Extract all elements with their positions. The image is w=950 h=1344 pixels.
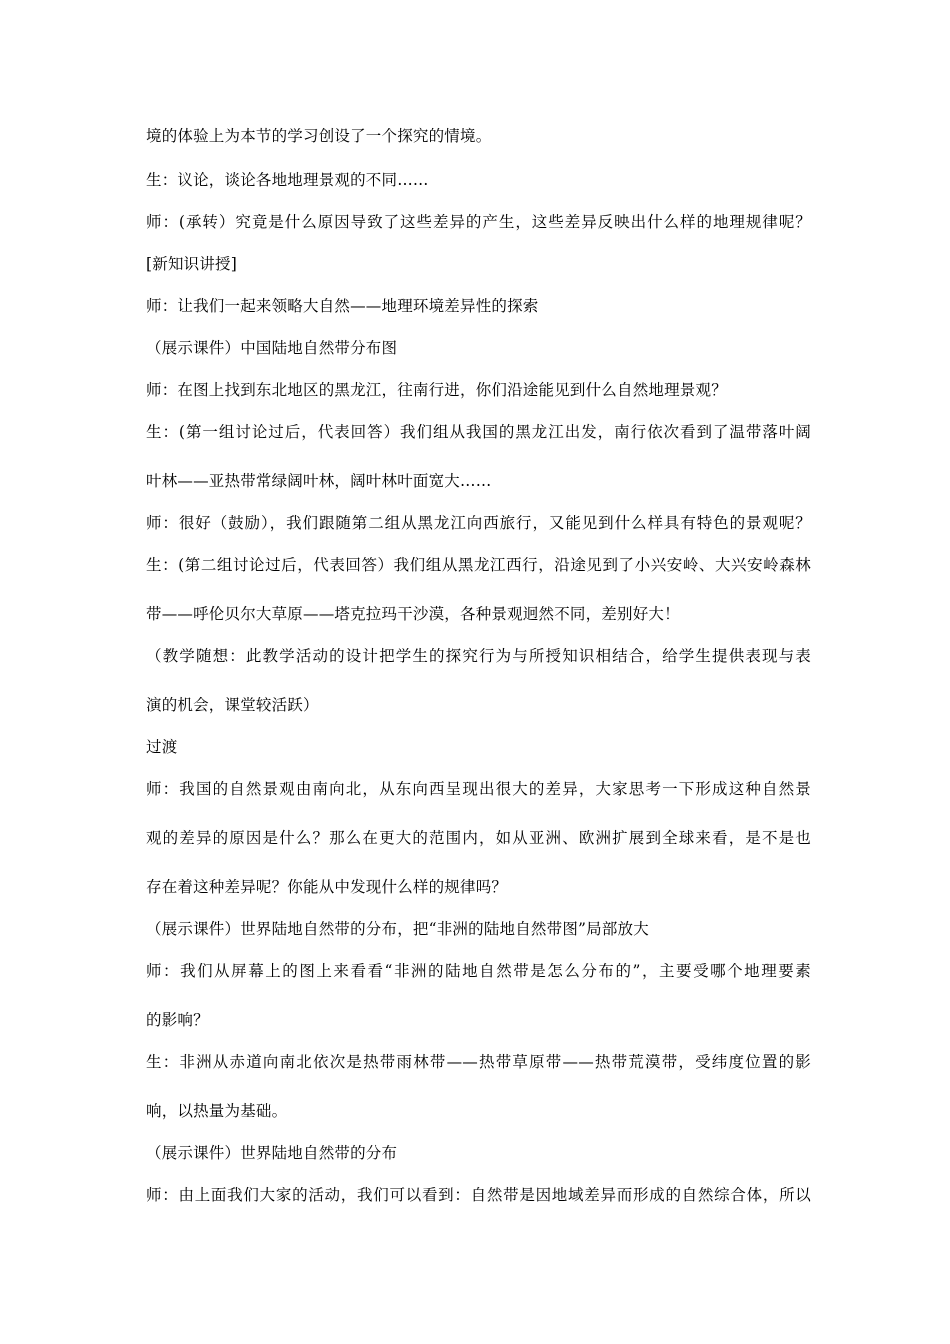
text-line: 生：非洲从赤道向南北依次是热带雨林带——热带草原带——热带荒漠带，受纬度位置的影 (146, 1053, 811, 1071)
text-line: 师：我国的自然景观由南向北，从东向西呈现出很大的差异，大家思考一下形成这种自然景 (146, 780, 811, 798)
text-line: 师：让我们一起来领略大自然——地理环境差异性的探索 (146, 297, 539, 315)
text-line: （展示课件）中国陆地自然带分布图 (146, 339, 398, 357)
text-line: 过渡 (146, 738, 178, 756)
text-line: 师：(承转）究竟是什么原因导致了这些差异的产生，这些差异反映出什么样的地理规律呢？ (146, 213, 811, 231)
text-line: （教学随想：此教学活动的设计把学生的探究行为与所授知识相结合，给学生提供表现与表 (146, 647, 811, 665)
text-line: 师：很好（鼓励），我们跟随第二组从黑龙江向西旅行，又能见到什么样具有特色的景观呢？ (146, 514, 811, 532)
text-line: （展示课件）世界陆地自然带的分布，把“非洲的陆地自然带图”局部放大 (146, 920, 649, 938)
text-line: 叶林——亚热带常绿阔叶林，阔叶林叶面宽大…… (146, 472, 492, 490)
text-line: 带——呼伦贝尔大草原——塔克拉玛干沙漠，各种景观迥然不同，差别好大！ (146, 605, 680, 623)
text-line: 生：(第一组讨论过后，代表回答）我们组从我国的黑龙江出发，南行依次看到了温带落叶阔 (146, 423, 811, 441)
text-line: 生：议论，谈论各地地理景观的不同…… (146, 171, 429, 189)
text-line: 响，以热量为基础。 (146, 1102, 288, 1120)
text-line: 境的体验上为本节的学习创设了一个探究的情境。 (146, 127, 492, 145)
section-heading: [新知识讲授] (146, 255, 237, 273)
text-line: 演的机会，课堂较活跃） (146, 696, 319, 714)
text-line: 存在着这种差异呢？你能从中发现什么样的规律吗？ (146, 878, 508, 896)
text-line: 师：我们从屏幕上的图上来看看“非洲的陆地自然带是怎么分布的”，主要受哪个地理要素 (146, 962, 811, 980)
text-line: 观的差异的原因是什么？那么在更大的范围内，如从亚洲、欧洲扩展到全球来看，是不是也 (146, 829, 811, 847)
text-line: 的影响？ (146, 1011, 209, 1029)
text-line: 师：在图上找到东北地区的黑龙江，往南行进，你们沿途能见到什么自然地理景观？ (146, 381, 727, 399)
text-line: （展示课件）世界陆地自然带的分布 (146, 1144, 398, 1162)
text-line: 师：由上面我们大家的活动，我们可以看到：自然带是因地域差异而形成的自然综合体，所以 (146, 1186, 811, 1204)
text-line: 生：(第二组讨论过后，代表回答）我们组从黑龙江西行，沿途见到了小兴安岭、大兴安岭森林 (146, 556, 811, 574)
